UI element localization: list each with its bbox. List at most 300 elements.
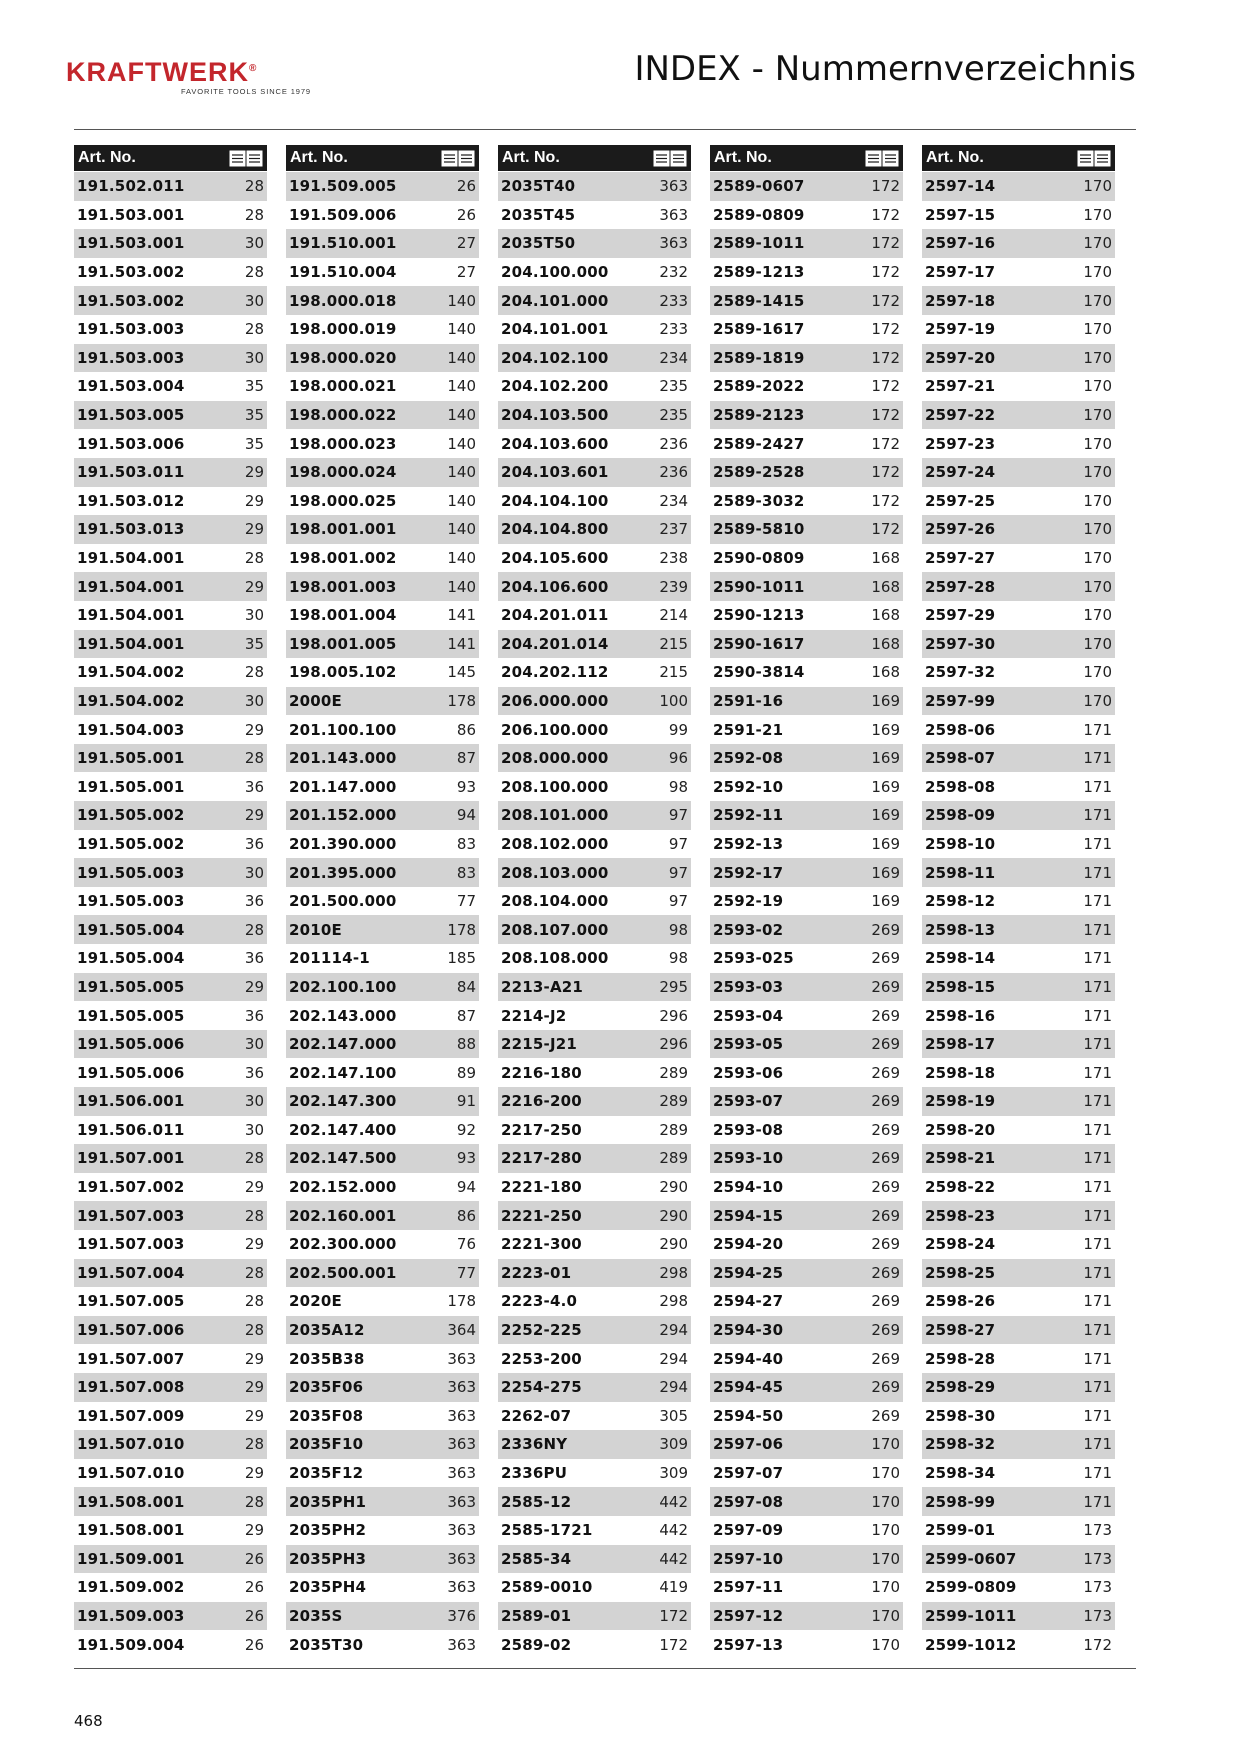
table-row: [74, 229, 267, 258]
page-reference: 28: [244, 749, 264, 768]
article-number: 2597-14: [925, 177, 996, 196]
article-number: 2597-10: [713, 1549, 784, 1568]
page-reference: 172: [871, 434, 900, 453]
table-row: [922, 1087, 1115, 1116]
page-reference: 168: [871, 606, 900, 625]
page-reference: 28: [244, 1492, 264, 1511]
table-row: [922, 572, 1115, 601]
page-reference: 290: [659, 1178, 688, 1197]
article-number: 2598-28: [925, 1349, 996, 1368]
article-number: 208.107.000: [501, 920, 609, 939]
page-reference: 171: [1083, 834, 1112, 853]
page-reference: 269: [871, 1378, 900, 1397]
page-reference: 30: [244, 1035, 264, 1054]
article-number: 2252-225: [501, 1321, 582, 1340]
page-reference: 170: [871, 1606, 900, 1625]
table-row: [922, 1430, 1115, 1459]
column-header-label: Art. No.: [714, 149, 772, 166]
page-reference: 30: [244, 606, 264, 625]
table-row: [286, 715, 479, 744]
page-reference: 84: [456, 977, 476, 996]
article-number: 202.160.001: [289, 1206, 397, 1225]
article-number: 2594-20: [713, 1235, 784, 1254]
article-number: 191.503.005: [77, 406, 185, 425]
page-reference: 232: [659, 263, 688, 282]
table-row: [498, 458, 691, 487]
page-reference: 29: [244, 1349, 264, 1368]
page-reference: 269: [871, 1149, 900, 1168]
table-row: [74, 1116, 267, 1145]
table-row: [498, 1287, 691, 1316]
article-number: 2216-180: [501, 1063, 582, 1082]
article-number: 191.503.013: [77, 520, 185, 539]
page-reference: 94: [456, 1178, 476, 1197]
article-number: 191.507.006: [77, 1321, 185, 1340]
table-row: [710, 1430, 903, 1459]
table-row: [286, 1545, 479, 1574]
page-number: 468: [74, 1712, 103, 1730]
page-reference: 29: [244, 806, 264, 825]
table-row: [74, 572, 267, 601]
table-row: [498, 1430, 691, 1459]
page-reference: 169: [871, 834, 900, 853]
page-reference: 28: [244, 263, 264, 282]
article-number: 2221-250: [501, 1206, 582, 1225]
article-number: 2589-0010: [501, 1578, 593, 1597]
article-number: 2598-12: [925, 892, 996, 911]
article-number: 2592-17: [713, 863, 784, 882]
page-reference: 173: [1083, 1521, 1112, 1540]
table-row: [710, 944, 903, 973]
table-row: [922, 830, 1115, 859]
table-row: [710, 1001, 903, 1030]
table-row: [710, 915, 903, 944]
page-reference: 363: [659, 177, 688, 196]
page-reference: 170: [1083, 691, 1112, 710]
table-row: [74, 715, 267, 744]
table-row: [74, 1259, 267, 1288]
table-row: [74, 458, 267, 487]
article-number: 2589-1415: [713, 291, 805, 310]
article-number: 208.000.000: [501, 749, 609, 768]
page-reference: 442: [659, 1492, 688, 1511]
table-row: [710, 1602, 903, 1631]
article-number: 2598-19: [925, 1092, 996, 1111]
table-row: [286, 1316, 479, 1345]
article-number: 191.504.001: [77, 577, 185, 596]
article-number: 201.100.100: [289, 720, 397, 739]
table-row: [286, 1344, 479, 1373]
page-reference: 376: [447, 1606, 476, 1625]
page-reference: 87: [456, 749, 476, 768]
article-number: 191.509.005: [289, 177, 397, 196]
page-reference: 170: [1083, 234, 1112, 253]
article-number: 2590-1617: [713, 634, 805, 653]
column-header: [498, 145, 691, 171]
table-row: [74, 830, 267, 859]
page-reference: 76: [456, 1235, 476, 1254]
table-row: [710, 201, 903, 230]
page-reference: 171: [1083, 1435, 1112, 1454]
article-number: 191.509.001: [77, 1549, 185, 1568]
article-number: 2035S: [289, 1606, 343, 1625]
page-reference: 29: [244, 491, 264, 510]
article-number: 2221-180: [501, 1178, 582, 1197]
article-number: 202.100.100: [289, 977, 397, 996]
page-reference: 140: [447, 491, 476, 510]
article-number: 2217-250: [501, 1120, 582, 1139]
table-row: [286, 1201, 479, 1230]
table-row: [498, 1087, 691, 1116]
article-number: 2598-99: [925, 1492, 996, 1511]
book-icon: [229, 150, 263, 167]
page-reference: 171: [1083, 1321, 1112, 1340]
article-number: 2597-07: [713, 1464, 784, 1483]
table-row: [710, 1144, 903, 1173]
table-row: [710, 1487, 903, 1516]
page-reference: 170: [1083, 549, 1112, 568]
table-row: [286, 858, 479, 887]
page-reference: 305: [659, 1406, 688, 1425]
table-row: [922, 1373, 1115, 1402]
table-row: [498, 630, 691, 659]
table-row: [498, 1344, 691, 1373]
page-reference: 140: [447, 463, 476, 482]
article-number: 198.005.102: [289, 663, 397, 682]
table-row: [498, 1001, 691, 1030]
page-reference: 294: [659, 1349, 688, 1368]
article-number: 191.508.001: [77, 1521, 185, 1540]
page-reference: 363: [447, 1349, 476, 1368]
article-number: 191.508.001: [77, 1492, 185, 1511]
article-number: 191.506.011: [77, 1120, 185, 1139]
table-row: [710, 1116, 903, 1145]
article-number: 2589-02: [501, 1635, 572, 1654]
table-row: [286, 1259, 479, 1288]
table-row: [286, 1058, 479, 1087]
table-row: [922, 1001, 1115, 1030]
article-number: 2594-25: [713, 1263, 784, 1282]
page-reference: 171: [1083, 1235, 1112, 1254]
article-number: 2598-16: [925, 1006, 996, 1025]
page-reference: 170: [1083, 663, 1112, 682]
table-row: [710, 315, 903, 344]
article-number: 2589-1213: [713, 263, 805, 282]
table-row: [710, 1630, 903, 1659]
page-reference: 170: [1083, 606, 1112, 625]
article-number: 204.202.112: [501, 663, 609, 682]
brand-logo: [66, 55, 316, 105]
table-row: [286, 687, 479, 716]
table-row: [922, 344, 1115, 373]
table-row: [922, 487, 1115, 516]
article-number: 202.500.001: [289, 1263, 397, 1282]
table-row: [498, 172, 691, 201]
page-reference: 140: [447, 406, 476, 425]
page-reference: 363: [447, 1578, 476, 1597]
article-number: 2035F12: [289, 1464, 364, 1483]
page-reference: 215: [659, 663, 688, 682]
table-row: [710, 1173, 903, 1202]
table-row: [710, 687, 903, 716]
table-row: [286, 1116, 479, 1145]
page-reference: 173: [1083, 1606, 1112, 1625]
article-number: 2597-12: [713, 1606, 784, 1625]
page-reference: 170: [1083, 406, 1112, 425]
article-number: 2598-11: [925, 863, 996, 882]
article-number: 198.000.023: [289, 434, 397, 453]
page-reference: 442: [659, 1521, 688, 1540]
page-reference: 170: [1083, 205, 1112, 224]
page-reference: 170: [1083, 463, 1112, 482]
article-number: 2594-27: [713, 1292, 784, 1311]
page-reference: 168: [871, 549, 900, 568]
article-number: 2590-1011: [713, 577, 805, 596]
page-reference: 94: [456, 806, 476, 825]
article-number: 208.100.000: [501, 777, 609, 796]
table-row: [286, 1287, 479, 1316]
article-number: 2035T50: [501, 234, 576, 253]
table-row: [74, 744, 267, 773]
page-reference: 298: [659, 1292, 688, 1311]
article-number: 191.505.004: [77, 949, 185, 968]
page-reference: 170: [1083, 348, 1112, 367]
article-number: 2593-03: [713, 977, 784, 996]
table-row: [922, 601, 1115, 630]
page-reference: 26: [244, 1578, 264, 1597]
table-row: [74, 286, 267, 315]
page-reference: 26: [244, 1606, 264, 1625]
page-reference: 26: [244, 1549, 264, 1568]
page-reference: 171: [1083, 749, 1112, 768]
page-reference: 91: [456, 1092, 476, 1111]
table-row: [710, 1201, 903, 1230]
table-row: [498, 1487, 691, 1516]
page-reference: 36: [244, 1063, 264, 1082]
book-icon: [1077, 150, 1111, 167]
page-reference: 171: [1083, 1464, 1112, 1483]
page-reference: 29: [244, 720, 264, 739]
page-reference: 309: [659, 1464, 688, 1483]
article-number: 191.507.010: [77, 1435, 185, 1454]
table-row: [286, 1173, 479, 1202]
article-number: 208.102.000: [501, 834, 609, 853]
article-number: 2590-1213: [713, 606, 805, 625]
table-row: [286, 772, 479, 801]
table-row: [710, 1316, 903, 1345]
article-number: 191.507.003: [77, 1235, 185, 1254]
page-reference: 172: [871, 491, 900, 510]
table-row: [710, 772, 903, 801]
article-number: 2598-18: [925, 1063, 996, 1082]
page-reference: 98: [668, 777, 688, 796]
table-row: [498, 801, 691, 830]
article-number: 2035B38: [289, 1349, 365, 1368]
table-row: [74, 858, 267, 887]
page-reference: 239: [659, 577, 688, 596]
table-row: [286, 944, 479, 973]
page-reference: 98: [668, 920, 688, 939]
table-row: [922, 1516, 1115, 1545]
page-reference: 171: [1083, 1263, 1112, 1282]
page-reference: 30: [244, 691, 264, 710]
table-row: [498, 372, 691, 401]
table-row: [74, 487, 267, 516]
page-reference: 289: [659, 1149, 688, 1168]
page-reference: 169: [871, 806, 900, 825]
table-row: [498, 401, 691, 430]
page-reference: 172: [871, 406, 900, 425]
column-header-label: Art. No.: [290, 149, 348, 166]
table-row: [922, 429, 1115, 458]
logo-tagline: FAVORITE TOOLS SINCE 1979: [180, 87, 311, 96]
table-row: [498, 715, 691, 744]
page-reference: 169: [871, 892, 900, 911]
page-reference: 170: [1083, 634, 1112, 653]
table-row: [74, 1545, 267, 1574]
article-number: 191.504.001: [77, 606, 185, 625]
page-reference: 171: [1083, 920, 1112, 939]
article-number: 2589-0607: [713, 177, 805, 196]
article-number: 2593-05: [713, 1035, 784, 1054]
table-row: [74, 1430, 267, 1459]
page-reference: 140: [447, 549, 476, 568]
table-row: [710, 1545, 903, 1574]
article-number: 2035A12: [289, 1321, 365, 1340]
table-row: [286, 572, 479, 601]
article-number: 2035PH2: [289, 1521, 367, 1540]
article-number: 2592-10: [713, 777, 784, 796]
article-number: 2599-1012: [925, 1635, 1017, 1654]
page-reference: 97: [668, 863, 688, 882]
table-row: [922, 258, 1115, 287]
page-reference: 170: [1083, 491, 1112, 510]
page-reference: 289: [659, 1063, 688, 1082]
article-number: 204.201.011: [501, 606, 609, 625]
page-reference: 77: [456, 1263, 476, 1282]
table-row: [710, 487, 903, 516]
table-row: [74, 1573, 267, 1602]
article-number: 2593-08: [713, 1120, 784, 1139]
table-row: [922, 1459, 1115, 1488]
article-number: 191.509.006: [289, 205, 397, 224]
table-row: [286, 487, 479, 516]
table-row: [286, 915, 479, 944]
table-row: [710, 572, 903, 601]
article-number: 2592-11: [713, 806, 784, 825]
article-number: 198.001.002: [289, 549, 397, 568]
page-reference: 28: [244, 177, 264, 196]
page-reference: 88: [456, 1035, 476, 1054]
article-number: 2020E: [289, 1292, 342, 1311]
article-number: 191.503.001: [77, 234, 185, 253]
page-reference: 172: [659, 1635, 688, 1654]
table-row: [74, 1173, 267, 1202]
table-row: [74, 1516, 267, 1545]
article-number: 191.507.002: [77, 1178, 185, 1197]
page-reference: 100: [659, 691, 688, 710]
table-row: [286, 172, 479, 201]
table-row: [922, 1344, 1115, 1373]
table-row: [922, 515, 1115, 544]
table-row: [286, 658, 479, 687]
page-reference: 171: [1083, 977, 1112, 996]
article-number: 191.504.002: [77, 691, 185, 710]
article-number: 198.000.025: [289, 491, 397, 510]
table-row: [286, 1373, 479, 1402]
article-number: 204.104.100: [501, 491, 609, 510]
article-number: 198.000.024: [289, 463, 397, 482]
table-row: [498, 544, 691, 573]
article-number: 2035T40: [501, 177, 576, 196]
article-number: 2599-0607: [925, 1549, 1017, 1568]
page-reference: 269: [871, 920, 900, 939]
page-reference: 36: [244, 777, 264, 796]
table-row: [286, 1573, 479, 1602]
page-reference: 97: [668, 834, 688, 853]
table-row: [286, 229, 479, 258]
page-reference: 419: [659, 1578, 688, 1597]
article-number: 2591-16: [713, 691, 784, 710]
page-reference: 235: [659, 377, 688, 396]
article-number: 191.504.001: [77, 634, 185, 653]
article-number: 2589-2528: [713, 463, 805, 482]
article-number: 2598-22: [925, 1178, 996, 1197]
page-reference: 87: [456, 1006, 476, 1025]
article-number: 2598-10: [925, 834, 996, 853]
table-row: [922, 1230, 1115, 1259]
table-row: [286, 401, 479, 430]
table-row: [74, 1602, 267, 1631]
article-number: 2594-50: [713, 1406, 784, 1425]
page-reference: 93: [456, 777, 476, 796]
page-reference: 30: [244, 348, 264, 367]
page-reference: 29: [244, 1521, 264, 1540]
article-number: 2254-275: [501, 1378, 582, 1397]
article-number: 2585-12: [501, 1492, 572, 1511]
article-number: 198.001.004: [289, 606, 397, 625]
article-number: 2597-25: [925, 491, 996, 510]
table-row: [286, 515, 479, 544]
column-header-label: Art. No.: [502, 149, 560, 166]
article-number: 191.504.002: [77, 663, 185, 682]
table-row: [922, 744, 1115, 773]
article-number: 2598-20: [925, 1120, 996, 1139]
article-number: 2589-3032: [713, 491, 805, 510]
page-reference: 172: [871, 177, 900, 196]
table-row: [74, 1058, 267, 1087]
article-number: 191.503.002: [77, 291, 185, 310]
article-number: 2597-28: [925, 577, 996, 596]
table-row: [710, 258, 903, 287]
table-row: [74, 658, 267, 687]
table-row: [710, 630, 903, 659]
article-number: 2597-18: [925, 291, 996, 310]
table-row: [74, 1630, 267, 1659]
table-row: [922, 172, 1115, 201]
table-row: [286, 630, 479, 659]
article-number: 2593-07: [713, 1092, 784, 1111]
table-row: [710, 858, 903, 887]
table-row: [498, 687, 691, 716]
page-reference: 234: [659, 491, 688, 510]
page-reference: 30: [244, 1092, 264, 1111]
table-row: [74, 801, 267, 830]
table-row: [922, 1316, 1115, 1345]
article-number: 191.503.002: [77, 263, 185, 282]
page-reference: 269: [871, 1406, 900, 1425]
page-reference: 26: [456, 205, 476, 224]
